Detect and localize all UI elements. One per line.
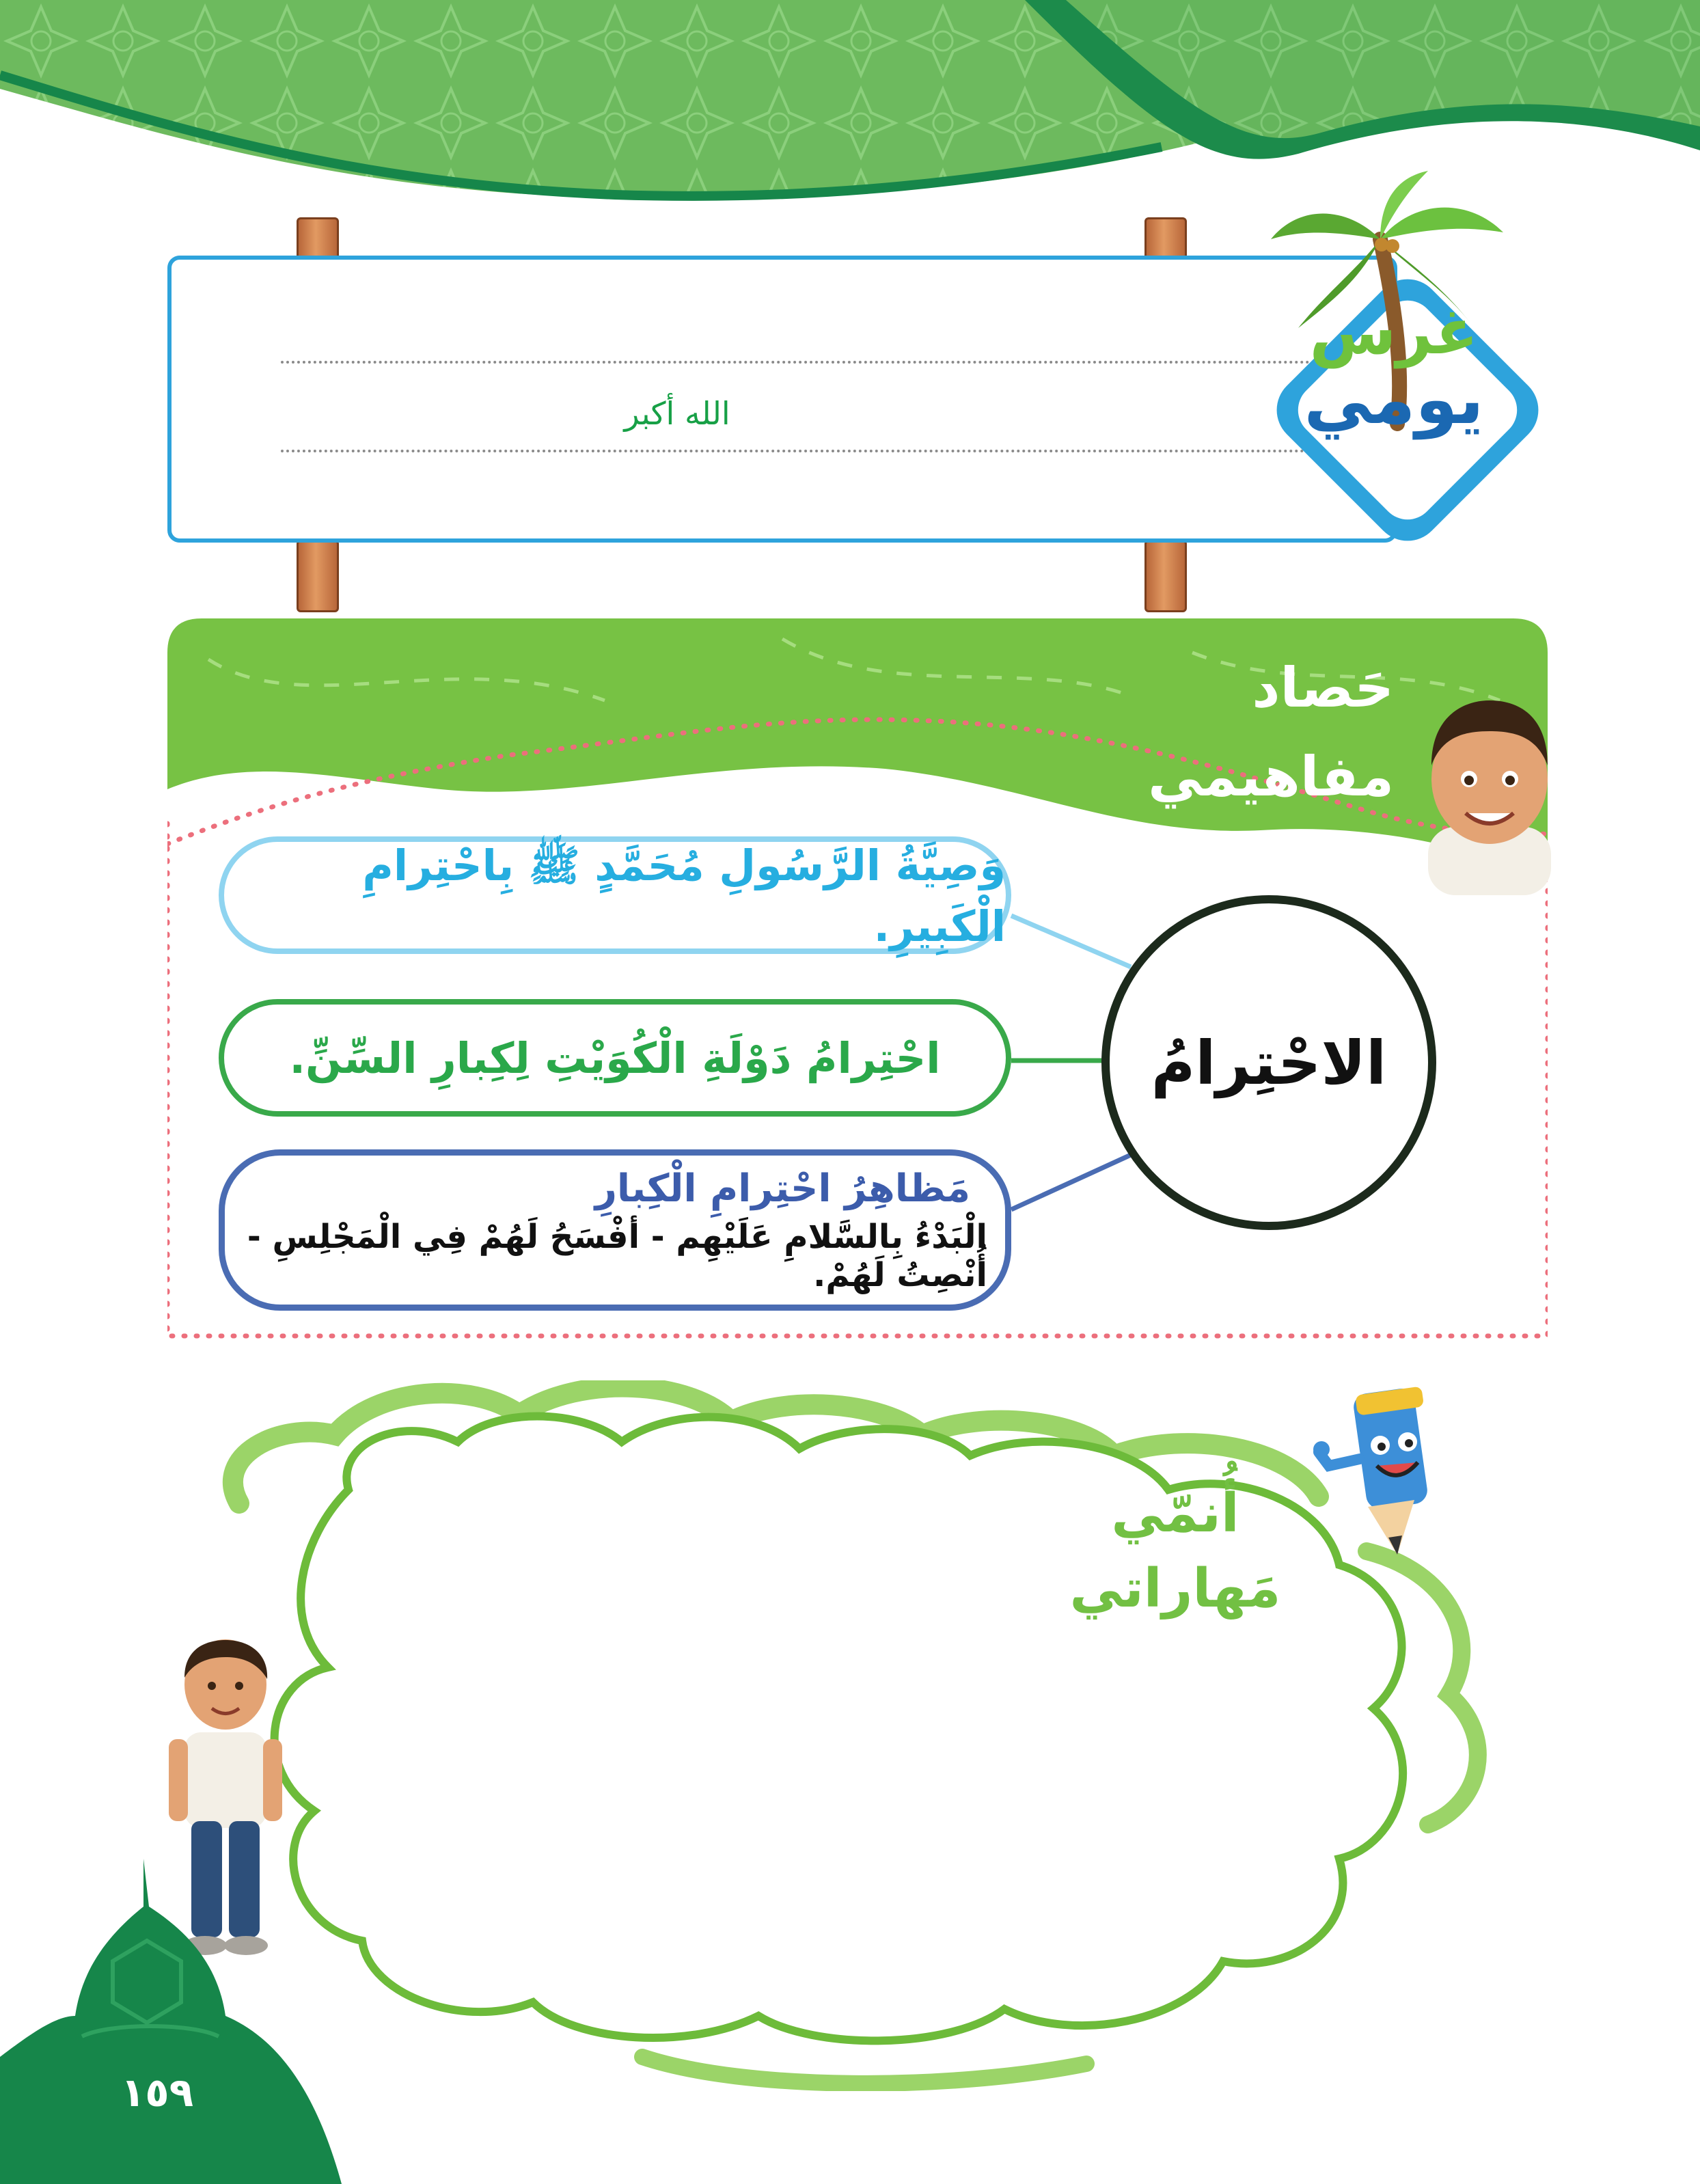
center-concept-label: الاحْتِرامُ <box>1151 1027 1387 1098</box>
boy-avatar-top <box>1414 690 1565 895</box>
concept-section-title-line1: حَصاد <box>1252 656 1394 720</box>
page-number-dome <box>0 1859 342 2184</box>
center-concept-circle <box>1101 895 1436 1230</box>
badge-title-line2: يومي <box>1304 359 1484 439</box>
branch-3-body: الْبَدْءُ بِالسَّلامِ عَلَيْهِم - أفْسَحُ لَهُمْ فِي الْمَجْلِسِ - أُنْصِتُ لَهُمْ. <box>247 1217 987 1294</box>
badge-title-line1: غرس <box>1309 295 1479 368</box>
skills-title-line2: مَهاراتي <box>1069 1558 1281 1620</box>
concept-section-title-line2: مفاهيمي <box>1148 745 1394 808</box>
daily-planting-board <box>167 256 1397 543</box>
concept-branch-respect-manifestations <box>219 1149 1011 1311</box>
skills-title-line1: أُنمّي <box>1111 1483 1239 1544</box>
writing-line-1 <box>281 361 1354 364</box>
pencil-mascot-icon <box>1312 1370 1455 1568</box>
board-post-left-bottom <box>297 540 339 612</box>
writing-line-2 <box>281 450 1354 452</box>
branch-2-text: احْتِرامُ دَوْلَةِ الْكُوَيْتِ لِكِبارِ السِّنِّ. <box>289 1033 941 1083</box>
concept-branch-kuwait-respect <box>219 999 1011 1117</box>
page-number: ١٥٩ <box>120 2069 194 2116</box>
concept-branch-prophet-advice <box>219 836 1011 954</box>
board-post-right-bottom <box>1144 540 1187 612</box>
branch-1-text: وَصِيَّةُ الرَّسُولِ مُحَمَّدٍ ﷺ بِاحْتِرامِ الْكَبِيرِ. <box>362 840 1006 951</box>
branch-3-title: مَظاهِرُ احْتِرامِ الْكِبارِ <box>594 1166 970 1211</box>
board-answer-text: الله أكبر <box>624 395 730 432</box>
